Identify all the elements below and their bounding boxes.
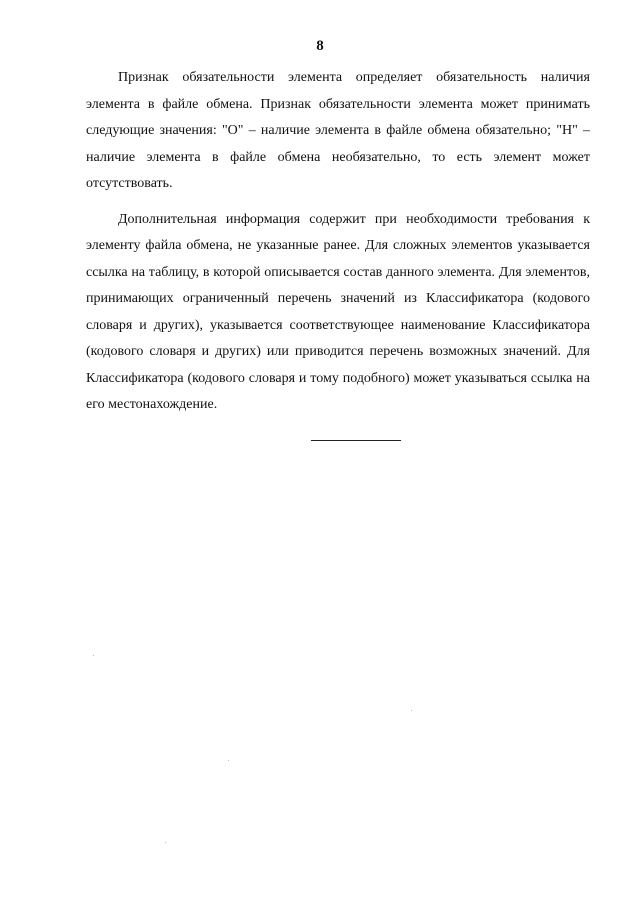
scan-speck bbox=[165, 842, 166, 843]
scan-speck bbox=[411, 710, 412, 711]
scan-speck bbox=[228, 760, 229, 761]
paragraph-mandatory-flag: Признак обязательности элемента определяет обязательность наличия элемента в файле обмена. Признак обязательности элемента может принимать следующие значения: "О" – наличие элемента в файле обмена обязательно; "Н" – наличие элемента в файле обмена необязательно, то есть элемент может отсутствовать. bbox=[86, 70, 590, 191]
paragraph-additional-info: Дополнительная информация содержит при необходимости требования к элементу файла обмена, не указанные ранее. Для сложных элементов указывается ссылка на таблицу, в которой описывается состав данного элемента. Для элементов, принимающих ограниченный перечень значений из Классификатора (кодового словаря и других), указывается соответствующее наименование Классификатора (кодового словаря и других) или приводится перечень возможных значений. Для Классификатора (кодового словаря и тому подобного) может указываться ссылка на его местонахождение. bbox=[86, 211, 590, 412]
page-number: 8 bbox=[316, 38, 324, 54]
end-of-text-rule bbox=[311, 440, 401, 441]
scan-speck bbox=[93, 655, 94, 656]
body-text bbox=[86, 65, 590, 428]
